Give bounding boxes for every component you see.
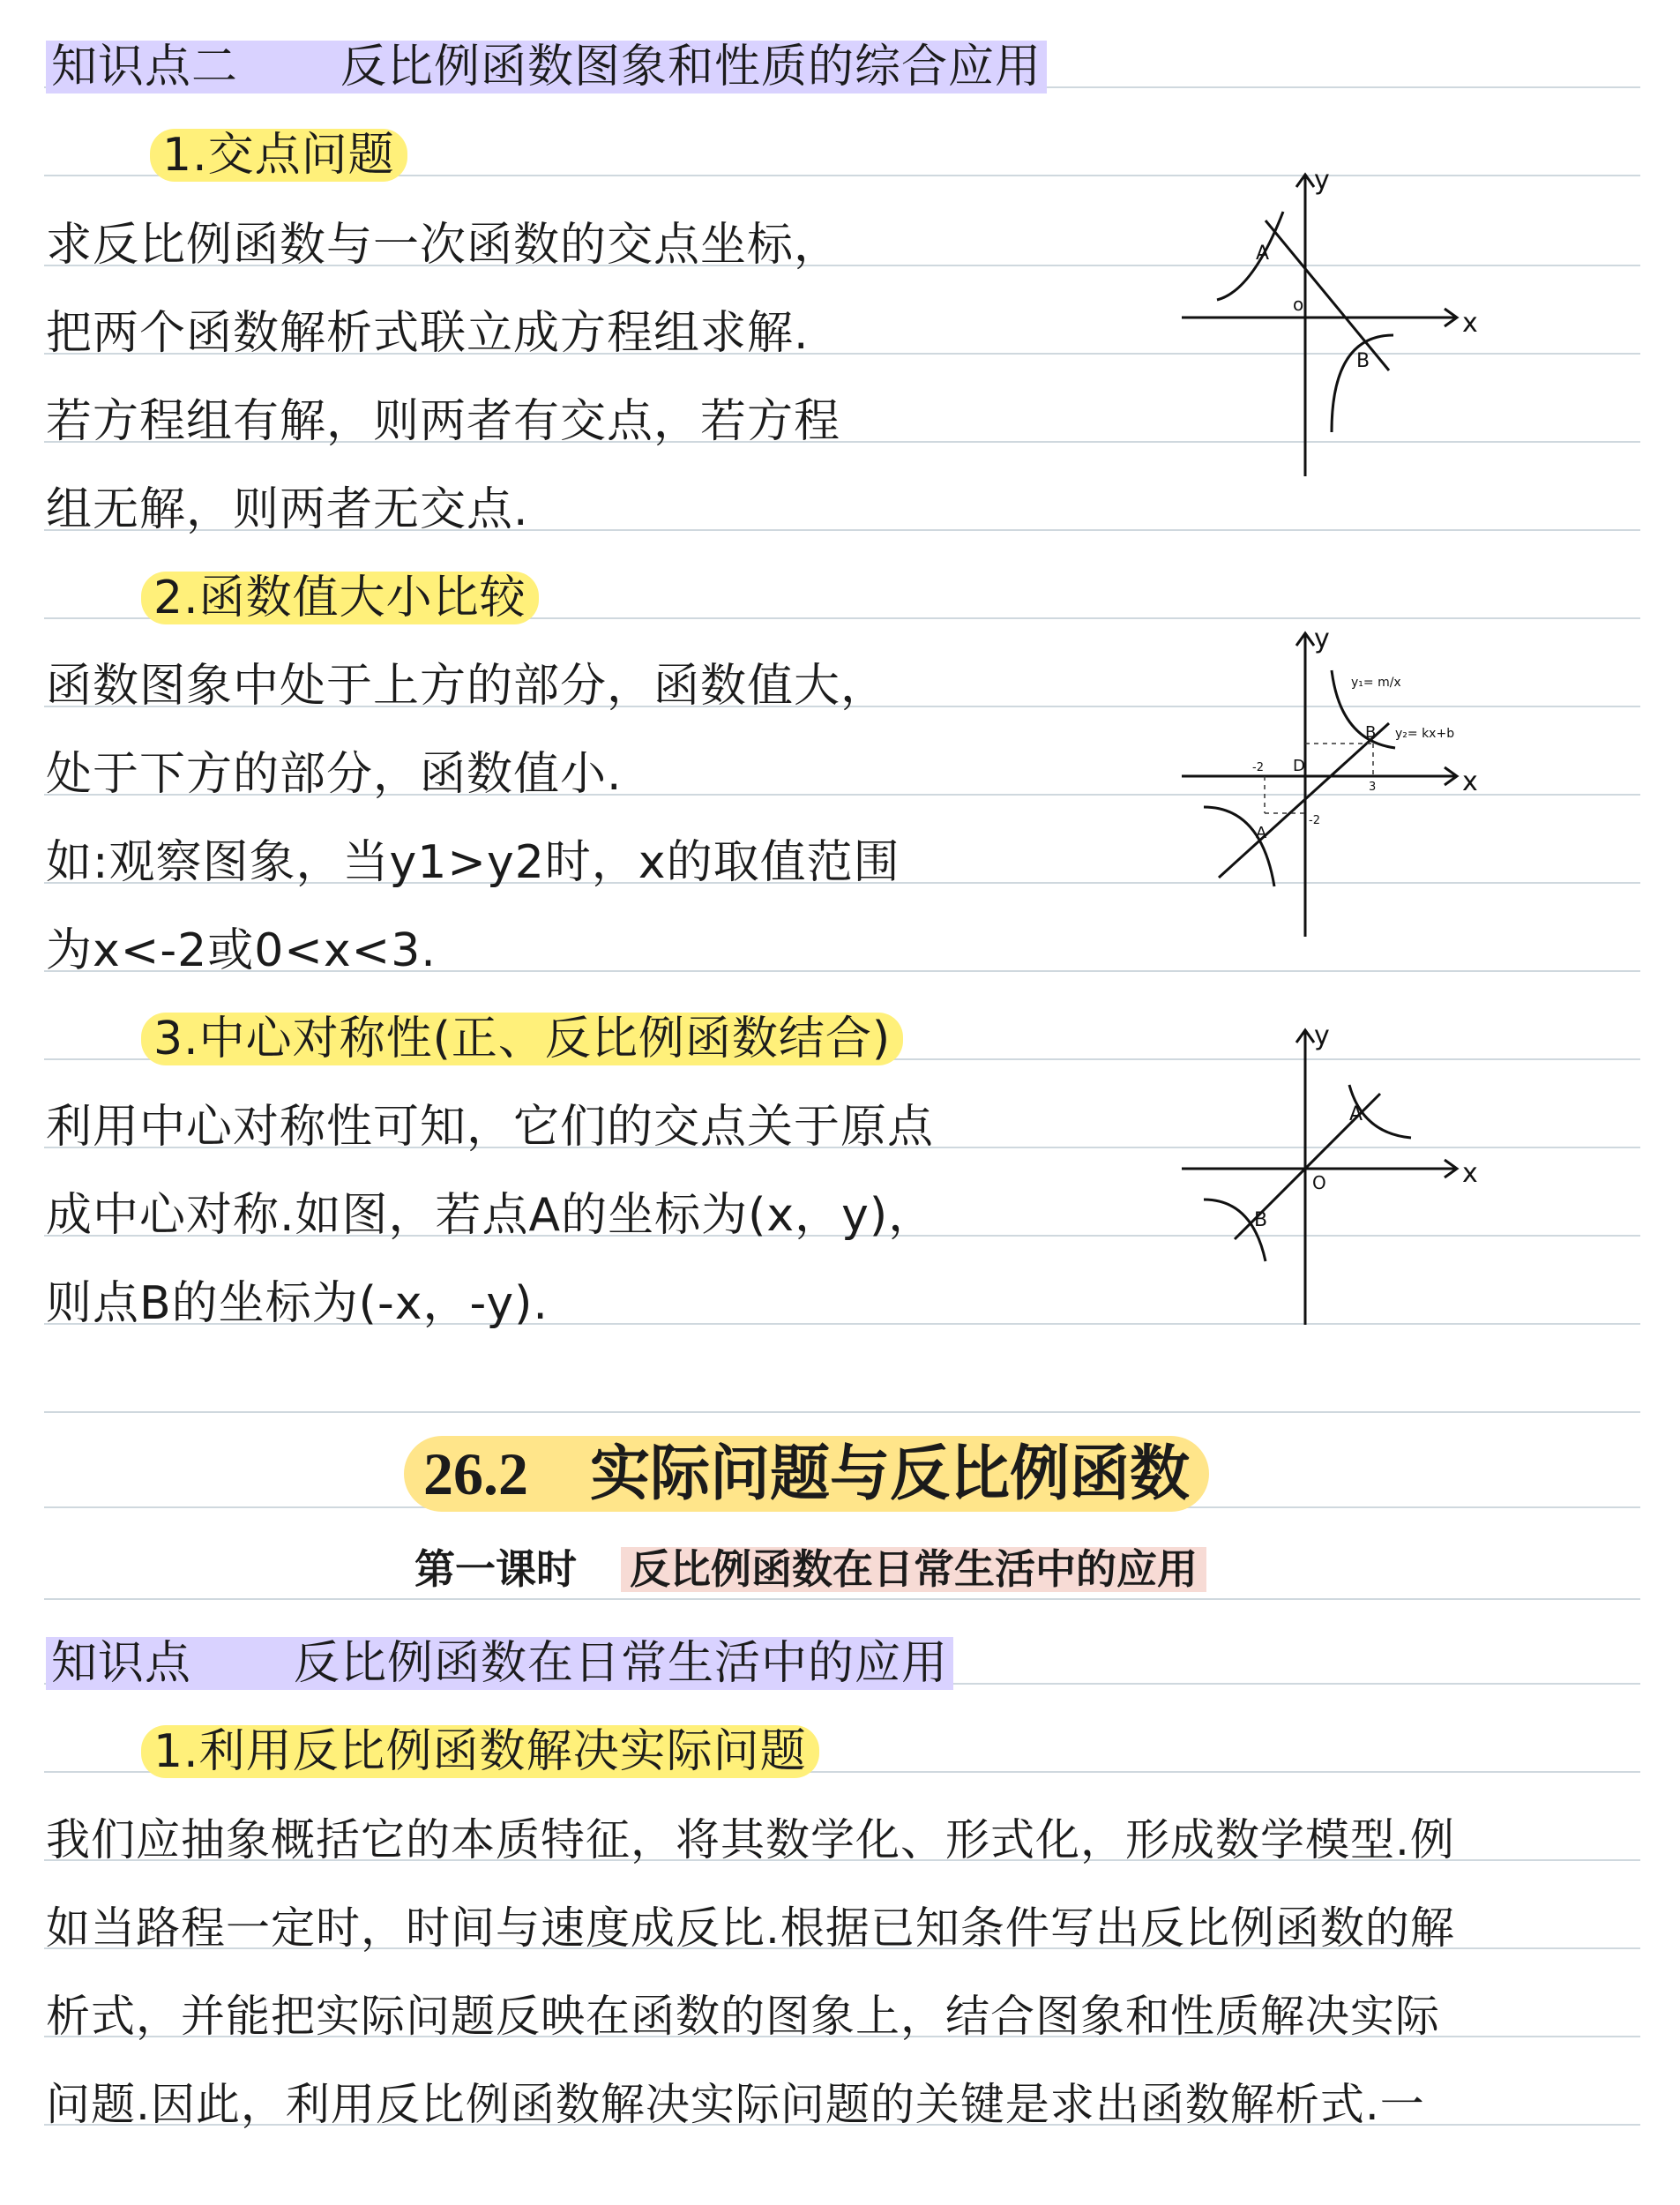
subheading-intersection xyxy=(150,127,407,183)
tick-label: 3 xyxy=(1369,781,1377,794)
lesson-title-text: 反比例函数在日常生活中的应用 xyxy=(621,1547,1206,1592)
hyperbola-branch-upper xyxy=(1217,212,1283,300)
point-a-label: A xyxy=(1349,1103,1363,1125)
paragraph-line: 函数图象中处于上方的部分，函数值大， xyxy=(46,660,888,713)
x-axis-label: x xyxy=(1462,766,1478,797)
paragraph-line: 利用中心对称性可知，它们的交点关于原点 xyxy=(46,1101,935,1154)
paragraph-line: 成中心对称.如图，若点A的坐标为(x，y)， xyxy=(46,1189,936,1242)
paragraph-line: 问题.因此，利用反比例函数解决实际问题的关键是求出函数解析式.一 xyxy=(46,2079,1425,2130)
subheading-symmetry xyxy=(141,1011,903,1067)
x-axis-label: x xyxy=(1462,1158,1478,1189)
paragraph-line: 如:观察图象，当y1>y2时，x的取值范围 xyxy=(46,836,900,889)
point-b-label: B xyxy=(1254,1209,1268,1231)
subheading-text: 1.交点问题 xyxy=(150,129,407,182)
paragraph-line: 为x<-2或0<x<3. xyxy=(46,924,437,977)
y-axis-label: y xyxy=(1314,1020,1330,1051)
point-a-label: A xyxy=(1256,824,1267,842)
section-title: 反比例函数图象和性质的综合应用 xyxy=(243,41,1047,93)
chapter-title xyxy=(404,1436,1209,1512)
subheading-application xyxy=(141,1723,819,1780)
point-a-label: A xyxy=(1256,243,1270,265)
subheading-text: 2.函数值大小比较 xyxy=(141,572,539,624)
curve-label: y₁= m/x xyxy=(1351,676,1401,690)
paragraph-line: 如当路程一定时，时间与速度成反比.根据已知条件写出反比例函数的解 xyxy=(46,1902,1455,1954)
lesson-number: 第一课时 xyxy=(414,1547,577,1592)
chapter-title-text: 实际问题与反比例函数 xyxy=(590,1440,1191,1507)
subheading-comparison xyxy=(141,570,539,626)
origin-label: o xyxy=(1293,294,1304,315)
paragraph-line: 把两个函数解析式联立成方程组求解. xyxy=(46,307,810,360)
paragraph-line: 求反比例函数与一次函数的交点坐标， xyxy=(46,219,841,272)
ruled-line xyxy=(44,1598,1640,1600)
x-axis-label: x xyxy=(1462,308,1478,339)
chapter-number: 26.2 xyxy=(423,1440,528,1507)
line-label: y₂= kx+b xyxy=(1395,727,1455,741)
paragraph-line: 组无解，则两者无交点. xyxy=(46,483,529,536)
subheading-text: 3.中心对称性(正、反比例函数结合) xyxy=(141,1013,903,1065)
paragraph-line: 析式，并能把实际问题反映在函数的图象上，结合图象和性质解决实际 xyxy=(46,1991,1440,2042)
section-title: 反比例函数在日常生活中的应用 xyxy=(197,1637,953,1690)
hyperbola-branch-lower xyxy=(1204,807,1274,886)
graph-symmetry xyxy=(1164,1014,1517,1332)
ruled-line xyxy=(44,1411,1640,1413)
section-label: 知识点 xyxy=(46,1637,197,1690)
y-axis-label: y xyxy=(1314,624,1330,654)
tick-label: -2 xyxy=(1252,761,1264,774)
section-heading xyxy=(46,1635,953,1692)
subheading-text: 1.利用反比例函数解决实际问题 xyxy=(141,1725,819,1778)
section-label: 知识点二 xyxy=(46,41,243,93)
origin-label: O xyxy=(1312,1172,1326,1193)
point-b-label: B xyxy=(1356,350,1370,372)
origin-label: D xyxy=(1293,757,1305,775)
point-b-label: B xyxy=(1365,723,1377,742)
paragraph-line: 处于下方的部分，函数值小. xyxy=(46,748,623,801)
paragraph-line: 若方程组有解，则两者有交点，若方程 xyxy=(46,395,841,448)
paragraph-line: 我们应抽象概括它的本质特征，将其数学化、形式化，形成数学模型.例 xyxy=(46,1814,1455,1865)
section-heading xyxy=(46,39,1047,95)
tick-label: -2 xyxy=(1309,814,1320,827)
paragraph-line: 则点B的坐标为(-x，-y). xyxy=(46,1277,549,1330)
y-axis-label: y xyxy=(1314,165,1330,196)
graph-comparison xyxy=(1164,617,1517,944)
linear-function-line xyxy=(1266,220,1389,370)
lesson-title xyxy=(414,1544,1206,1596)
graph-intersection xyxy=(1164,159,1517,485)
